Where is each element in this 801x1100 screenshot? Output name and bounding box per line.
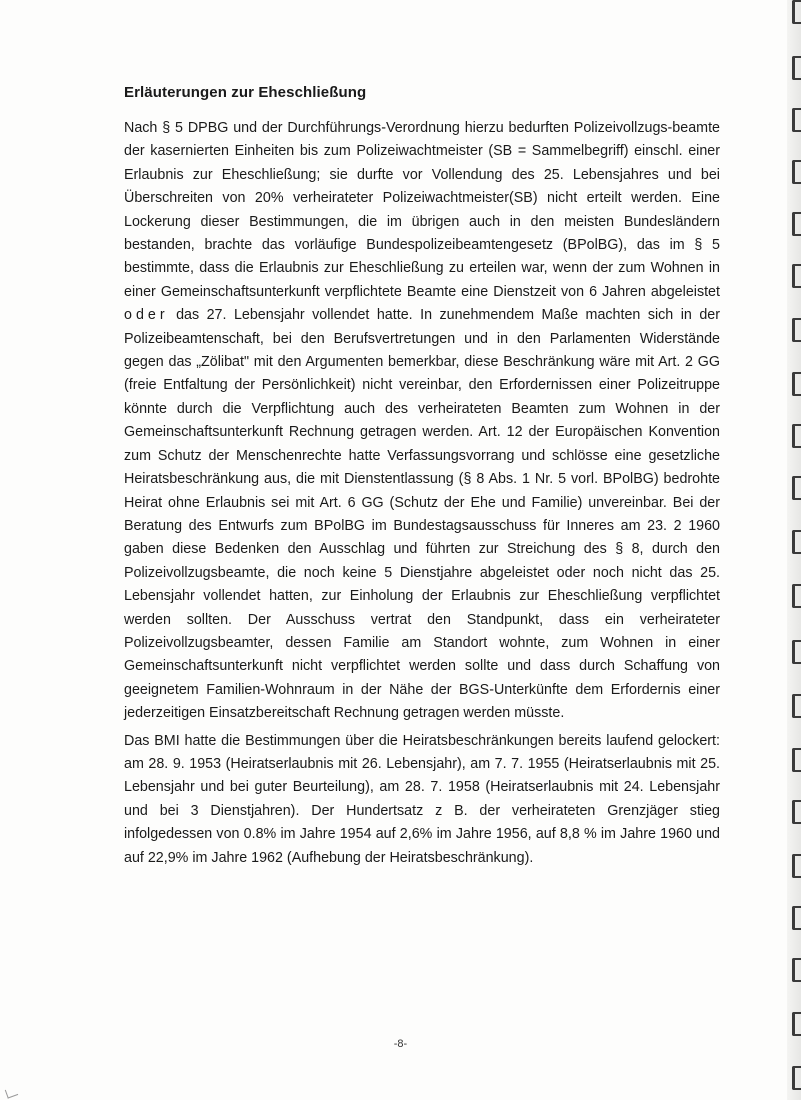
page-number: -8- — [393, 1038, 408, 1050]
spaced-word: oder — [124, 307, 169, 324]
scan-mark — [5, 1086, 18, 1098]
document-title: Erläuterungen zur Eheschließung — [124, 84, 367, 101]
paragraph-1-part-b: das 27. Lebensjahr vollendet hatte. In zunehmendem Maße machten sich in der Polizeibeamtenschaft, bei den Berufsvertretungen und in den Parlamenten Widerstände gegen das „Zölibat" mit den Argumenten bemerkbar, diese Beschränkung wäre mit Art. 2 GG (freie Entfaltung der Persönlichkeit) nicht vereinbar, den Erfordernissen einer Polizeitruppe könnte durch die Verpflichtung auch des verheirateten Beamten zum Wohnen in der Gemeinschaftsunterkunft Rechnung getragen werden. Art. 12 der Europäischen Konvention zum Schutz der Menschenrechte hatte Verfassungsvorrang und schlösse eine gesetzliche Heiratsbeschränkung aus, die mit Dienstentlassung (§ 8 Abs. 1 Nr. 5 vorl. BPolBG) bedrohte Heirat ohne Erlaubnis sei mit Art. 6 GG (Schutz der Ehe und Familie) unvereinbar. Bei der Beratung des Entwurfs zum BPolBG im Bundestagsausschuss für Inneres am 23. 2 1960 gaben diese Bedenken den Ausschlag und führten zur Streichung des § 8, durch den Polizeivollzugsbeamte, die noch keine 5 Dienstjahre abgeleistet oder noch nicht das 25. Lebensjahr vollendet hatten, zur Einholung der Erlaubnis zur Eheschließung verpflichtet werden sollten. Der Ausschuss vertrat den Standpunkt, dass ein verheirateter Polizeivollzugsbeamter, dessen Familie am Standort wohnte, zum Wohnen in einer Gemeinschaftsunterkunft nicht verpflichtet werden sollte und dass durch Schaffung von geeignetem Familien-Wohnraum in der Nähe der BGS-Unterkünfte dem Erfordernis einer jederzeitigen Einsatzbereitschaft Rechnung getragen werden müsste. — [124, 307, 720, 722]
paragraph-1-part-a: Nach § 5 DPBG und der Durchführungs-Verordnung hierzu bedurften Polizeivollzugs-beamte der kasernierten Einheiten bis zum Polizeiwachtmeister (SB = Sammelbegriff) einschl. einer Erlaubnis zur Eheschließung; sie durfte vor Vollendung des 25. Lebensjahres und bei Überschreiten von 20% verheirateter Polizeiwachtmeister(SB) nicht erteilt werden. Eine Lockerung dieser Bestimmungen, die im übrigen auch in den meisten Bundesländern bestanden, brachte das vorläufige Bundespolizeibeamtengesetz (BPolBG), das im § 5 bestimmte, dass die Erlaubnis zur Eheschließung zu erteilen war, wenn der zum Wohnen in einer Gemeinschaftsunterkunft verpflichtete Beamte eine Dienstzeit von 6 Jahren abgeleistet — [124, 120, 720, 300]
paragraph-2: Das BMI hatte die Bestimmungen über die Heiratsbeschränkungen bereits laufend gelockert: am 28. 9. 1953 (Heiratserlaubnis mit 26. Lebensjahr), am 7. 7. 1955 (Heiratserlaubnis mit 25. Lebensjahr und bei guter Beurteilung), am 28. 7. 1958 (Heiratserlaubnis mit 24. Lebensjahr und bei 3 Dienstjahren). Der Hundertsatz z B. der verheirateten Grenzjäger stieg infolgedessen von 0.8% im Jahre 1954 auf 2,6% im Jahre 1956, auf 8,8 % im Jahre 1960 und auf 22,9% im Jahre 1962 (Aufhebung der Heiratsbeschränkung). — [124, 732, 720, 866]
binding-edge — [787, 0, 801, 1100]
document-body — [124, 84, 720, 874]
paragraph-1 — [124, 117, 720, 726]
